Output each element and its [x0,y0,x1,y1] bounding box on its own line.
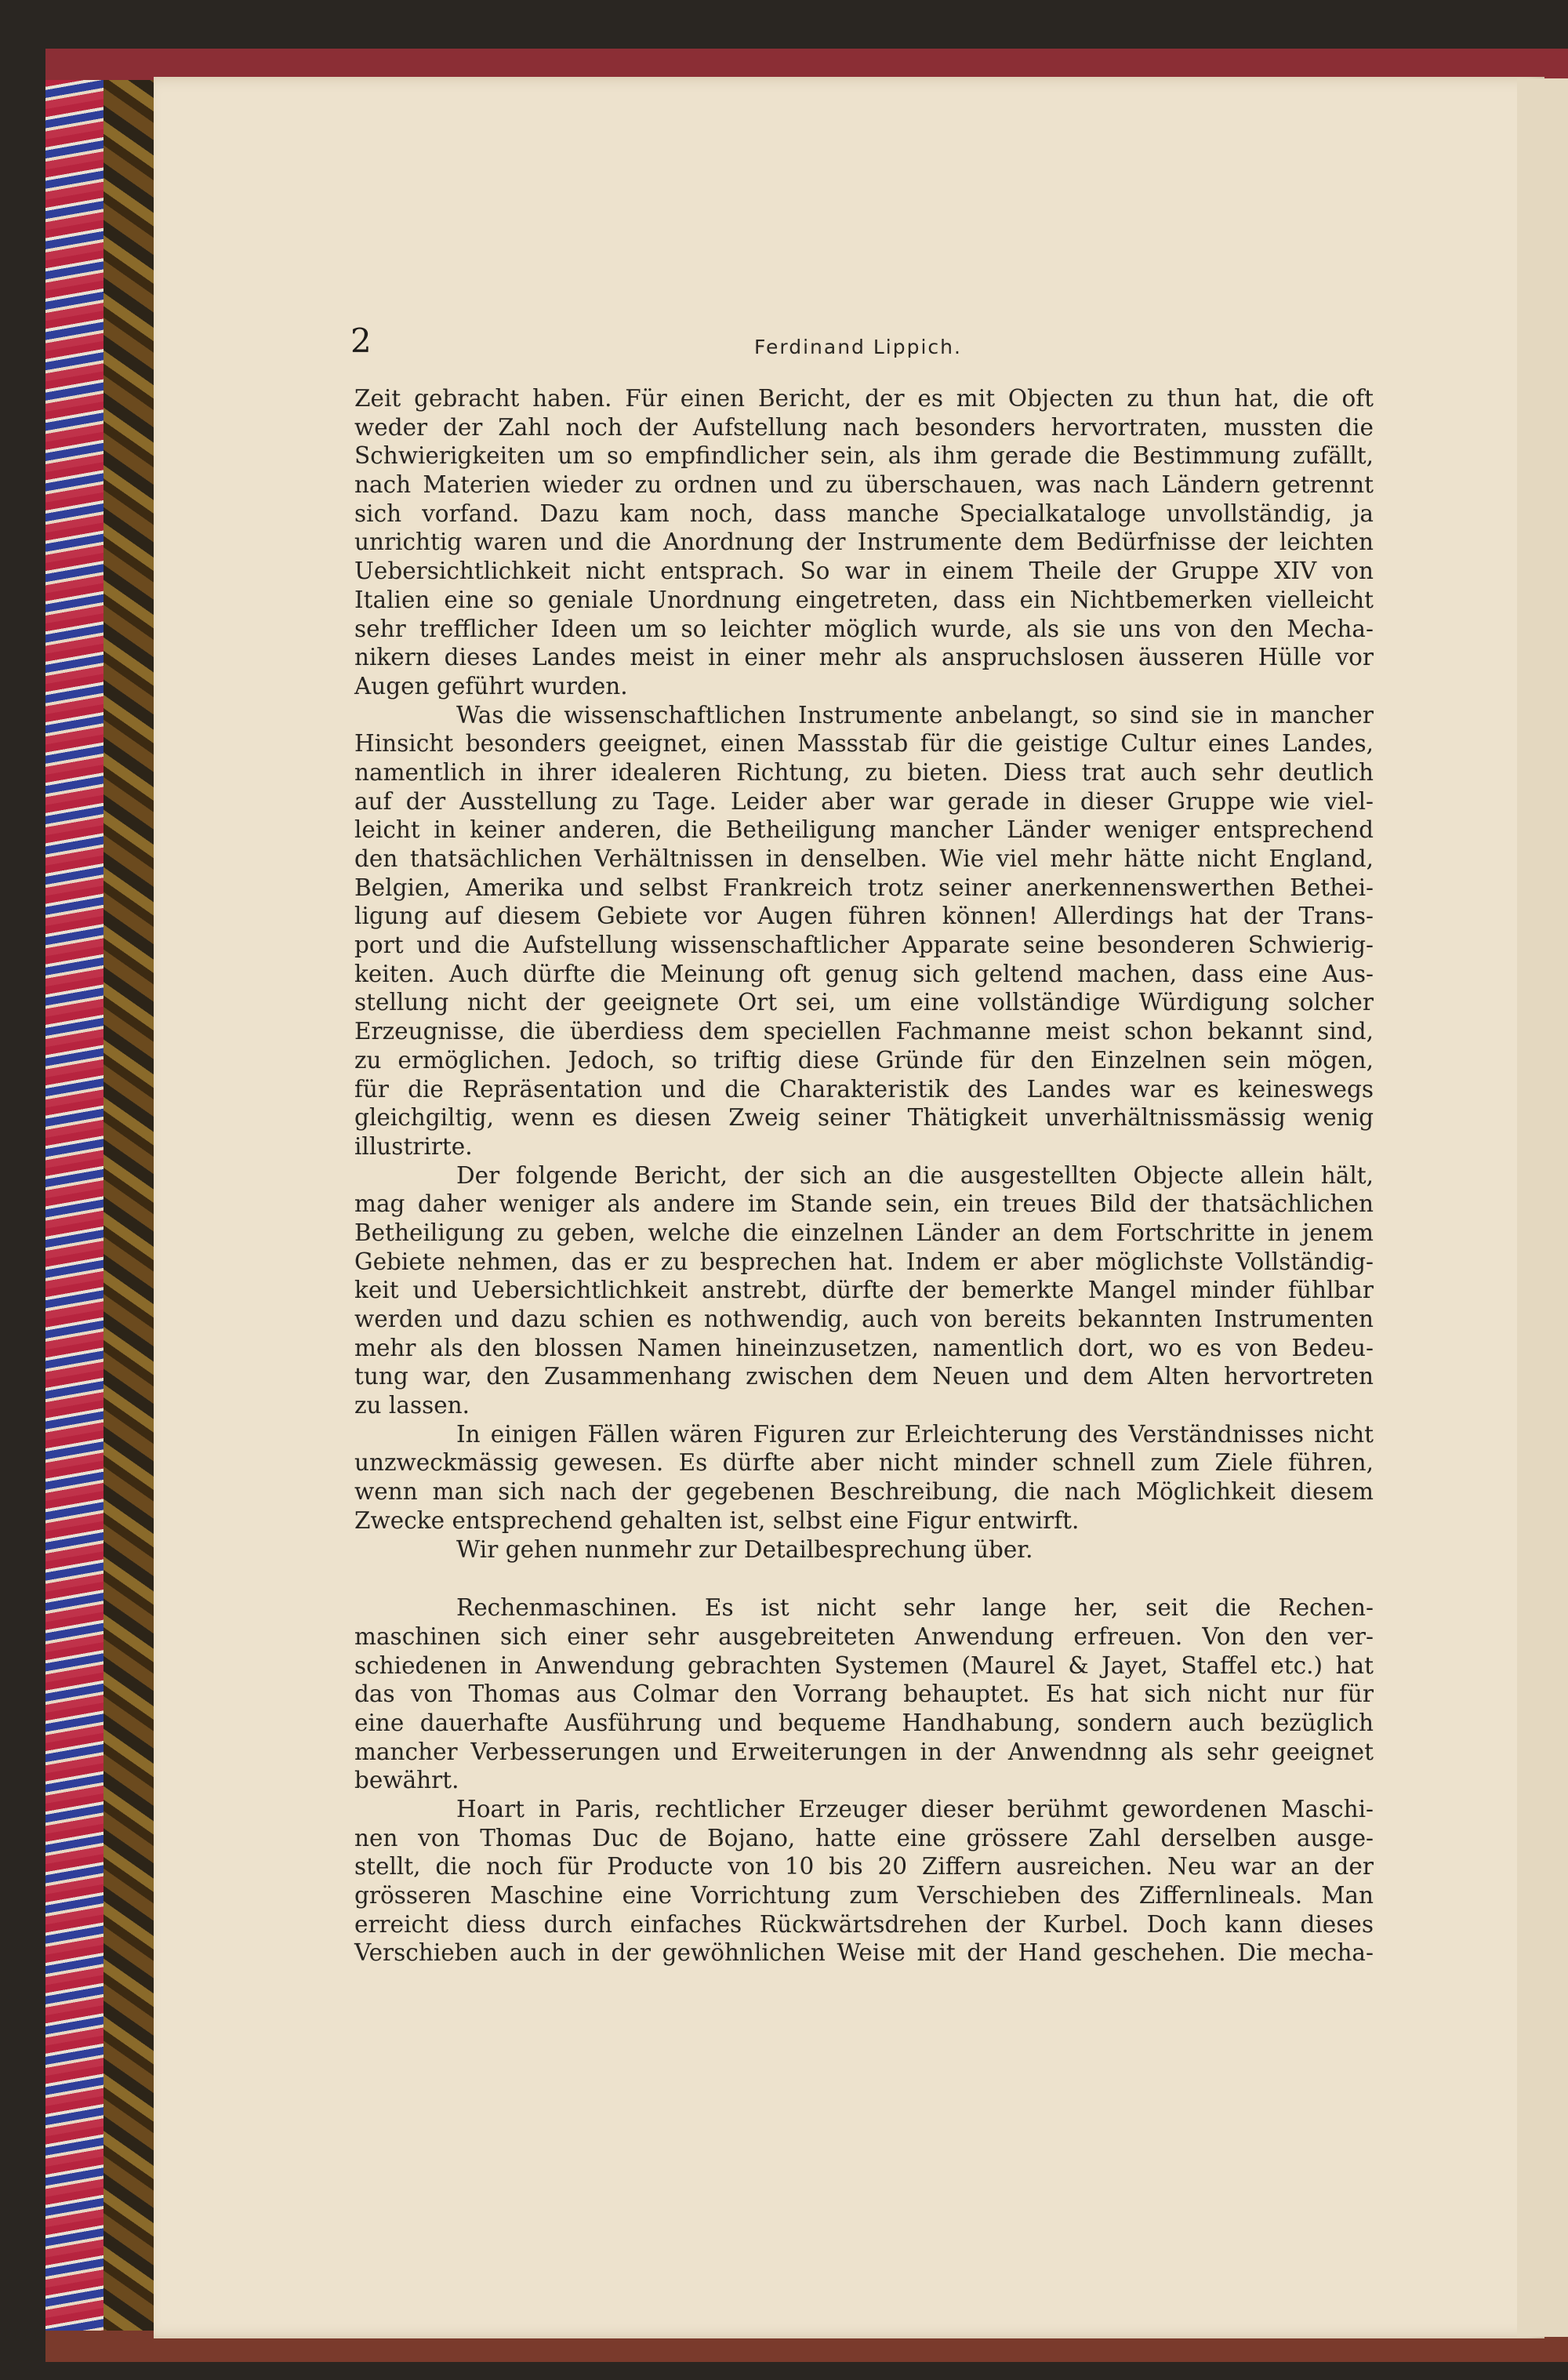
text-line: namentlich in ihrer idealeren Richtung, zu bieten. Diess trat auch sehr deutlich [354,758,1374,786]
text-line: Schwierigkeiten um so empfindlicher sein, als ihm gerade die Bestimmung zufällt, [354,442,1374,470]
text-line: erreicht diess durch einfaches Rückwärtsdrehen der Kurbel. Doch kann dieses [354,1910,1374,1938]
text-line: stellt, die noch für Producte von 10 bis 20 Ziffern ausreichen. Neu war an der [354,1853,1374,1880]
marbled-endpaper-edge [45,49,103,2362]
body-text [354,384,1374,1968]
text-line: grösseren Maschine eine Vorrichtung zum Verschieben des Ziffernlineals. Man [354,1882,1374,1909]
text-line: sich vorfand. Dazu kam noch, dass manche Specialkataloge unvollständig, ja [354,500,1374,527]
text-line: Rechenmaschinen. Es ist nicht sehr lange her, seit die Rechen- [456,1594,1374,1622]
text-line: Zeit gebracht haben. Für einen Bericht, der es mit Objecten zu thun hat, die oft [354,385,1374,412]
text-line: nach Materien wieder zu ordnen und zu überschauen, was nach Ländern getrennt [354,471,1374,499]
text-line: sehr trefflicher Ideen um so leichter möglich wurde, als sie uns von den Mecha- [354,615,1374,642]
text-line: auf der Ausstellung zu Tage. Leider aber war gerade in dieser Gruppe wie viel- [354,787,1374,815]
text-line: Der folgende Bericht, der sich an die ausgestellten Objecte allein hält, [456,1161,1374,1189]
page-number: 2 [350,322,372,360]
text-line: gleichgiltig, wenn es diesen Zweig seiner Thätigkeit unverhältnissmässig wenig [354,1104,1374,1132]
text-line: Hinsicht besonders geeignet, einen Massstab für die geistige Cultur eines Landes, [354,730,1374,758]
text-line: keit und Uebersichtlichkeit anstrebt, dürfte der bemerkte Mangel minder fühlbar [354,1277,1374,1304]
text-line: werden und dazu schien es nothwendig, auch von bereits bekannten Instrumenten [354,1306,1374,1332]
text-line: ligung auf diesem Gebiete vor Augen führen können! Allerdings hat der Trans- [354,903,1374,930]
text-line: Wir gehen nunmehr zur Detailbesprechung über. [456,1535,1033,1563]
page-header [350,322,1370,369]
text-line: nen von Thomas Duc de Bojano, hatte eine grössere Zahl derselben ausge- [354,1824,1374,1851]
text-line: Hoart in Paris, rechtlicher Erzeuger dieser berühmt gewordenen Maschi- [456,1796,1374,1822]
text-line: mehr als den blossen Namen hineinzusetzen, namentlich dort, wo es von Bedeu- [354,1334,1374,1361]
text-line: das von Thomas aus Colmar den Vorrang behauptet. Es hat sich nicht nur für [354,1681,1374,1708]
text-line: tung war, den Zusammenhang zwischen dem Neuen und dem Alten hervortreten [354,1363,1374,1390]
text-line: stellung nicht der geeignete Ort sei, um eine vollständige Würdigung solcher [354,989,1374,1016]
text-line: Was die wissenschaftlichen Instrumente anbelangt, so sind sie in mancher [456,701,1374,729]
text-line: unzweckmässig gewesen. Es dürfte aber nicht minder schnell zum Ziele führen, [354,1449,1374,1477]
page-fore-edge [1517,78,1568,2337]
text-line: illustrirte. [354,1132,473,1160]
text-line: leicht in keiner anderen, die Betheiligung mancher Länder weniger entsprechend [354,816,1374,844]
text-line: nikern dieses Landes meist in einer mehr als anspruchslosen äusseren Hülle vor [354,644,1374,671]
text-line: maschinen sich einer sehr ausgebreiteten Anwendung erfreuen. Von den ver- [354,1622,1374,1650]
text-line: Erzeugnisse, die überdiess dem speciellen Fachmanne meist schon bekannt sind, [354,1018,1374,1045]
text-line: mag daher weniger als andere im Stande sein, ein treues Bild der thatsächlichen [354,1190,1374,1218]
text-line: weder der Zahl noch der Aufstellung nach besonders hervortraten, mussten die [354,413,1374,441]
section-gap [354,1564,1374,1593]
text-line: Augen geführt wurden. [354,672,628,699]
text-line: eine dauerhafte Ausführung und bequeme Handhabung, sondern auch bezüglich [354,1709,1374,1736]
text-line: schiedenen in Anwendung gebrachten Systemen (Maurel & Jayet, Staffel etc.) hat [354,1651,1374,1679]
text-line: zu ermöglichen. Jedoch, so triftig diese Gründe für den Einzelnen sein mögen, [354,1046,1374,1074]
text-line: Italien eine so geniale Unordnung eingetreten, dass ein Nichtbemerken vielleicht [354,586,1374,613]
binding-top-edge [45,49,1568,80]
text-line: Belgien, Amerika und selbst Frankreich trotz seiner anerkennenswerthen Bethei- [354,874,1374,901]
text-line: port und die Aufstellung wissenschaftlicher Apparate seine besonderen Schwierig- [354,932,1374,959]
text-line: unrichtig waren und die Anordnung der Instrumente dem Bedürfnisse der leichten [354,529,1374,556]
text-line: Gebiete nehmen, das er zu besprechen hat. Indem er aber möglichste Vollständig- [354,1248,1374,1275]
text-line: bewährt. [354,1767,459,1794]
text-line: In einigen Fällen wären Figuren zur Erleichterung des Verständnisses nicht [456,1420,1374,1448]
text-line: den thatsächlichen Verhältnissen in denselben. Wie viel mehr hätte nicht England, [354,845,1374,872]
text-line: Betheiligung zu geben, welche die einzelnen Länder an dem Fortschritte in jenem [354,1219,1374,1246]
text-line: Uebersichtlichkeit nicht entsprach. So war in einem Theile der Gruppe XIV von [354,558,1374,585]
text-line: zu lassen. [354,1392,470,1419]
text-line: wenn man sich nach der gegebenen Beschreibung, die nach Möglichkeit diesem [354,1478,1374,1506]
text-line: Zwecke entsprechend gehalten ist, selbst eine Figur entwirft. [354,1506,1080,1534]
text-line: keiten. Auch dürfte die Meinung oft genug sich geltend machen, dass eine Aus- [354,960,1374,987]
running-head: Ferdinand Lippich. [754,336,962,358]
text-line: Verschieben auch in der gewöhnlichen Weise mit der Hand geschehen. Die mecha- [354,1939,1374,1967]
text-line: für die Repräsentation und die Charakteristik des Landes war es keineswegs [354,1075,1374,1103]
text-line: mancher Verbesserungen und Erweiterungen in der Anwendnng als sehr geeignet [354,1738,1374,1765]
